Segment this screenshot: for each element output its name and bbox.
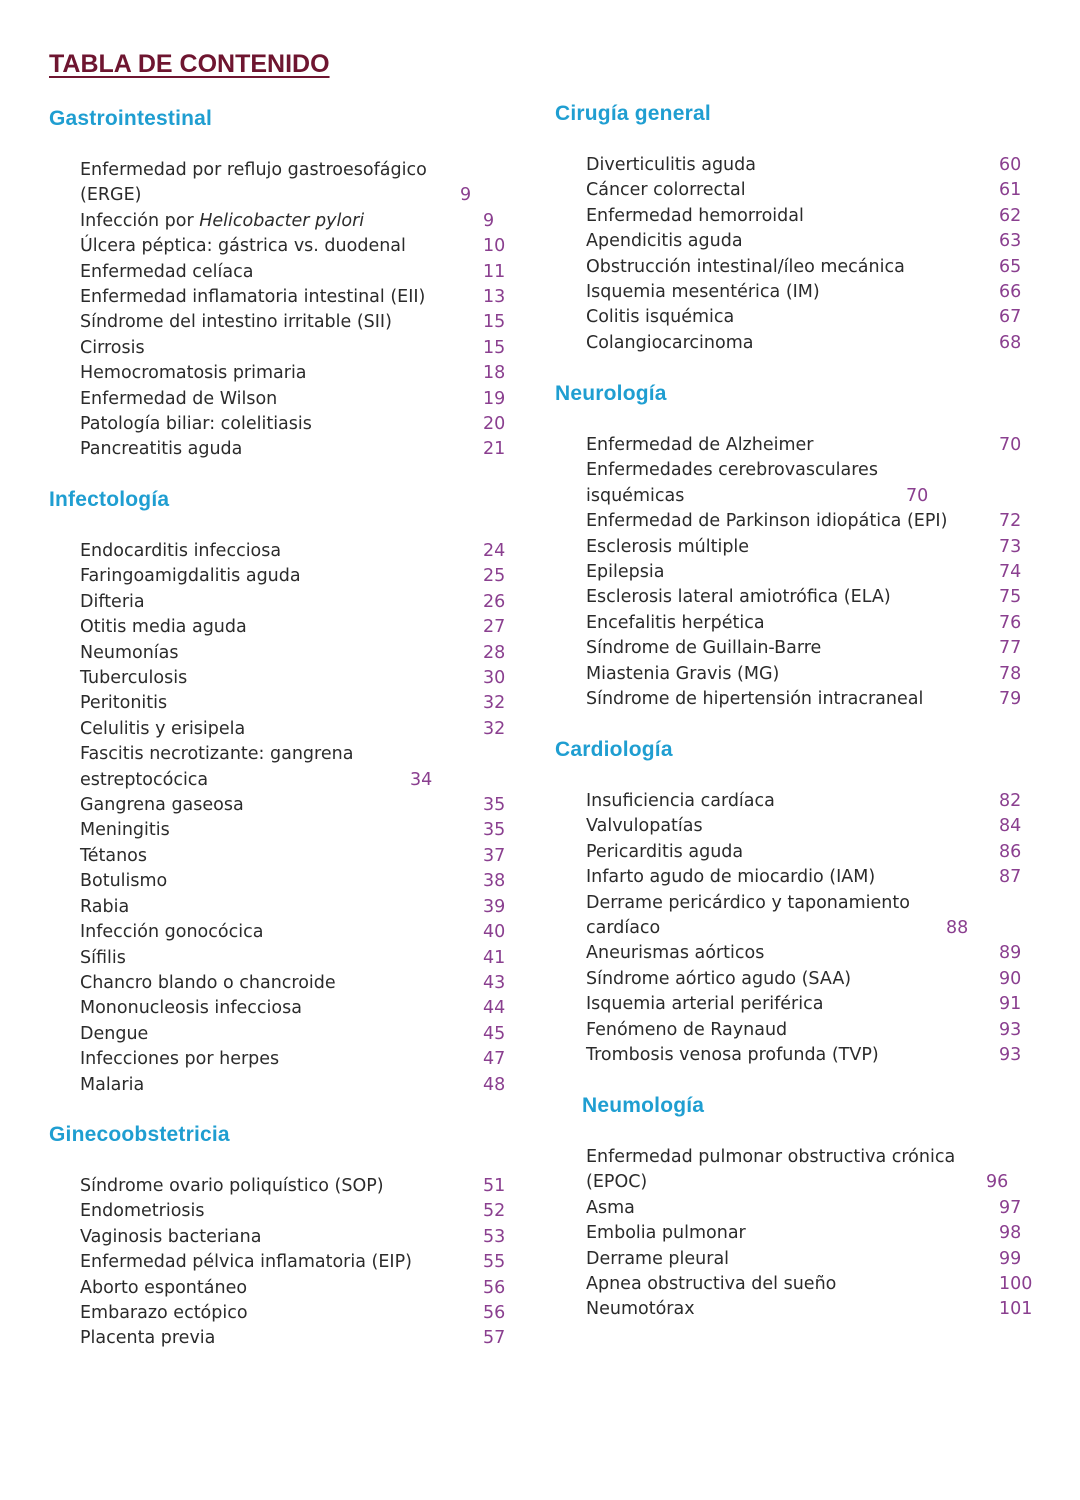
entry-title: Malaria (80, 1074, 145, 1095)
entry-page: 61 (999, 180, 1022, 201)
toc-entry[interactable] (80, 539, 519, 564)
toc-entry[interactable] (80, 564, 519, 589)
entry-title: Infarto agudo de miocardio (IAM) (586, 867, 876, 888)
entry-title: Endometriosis (80, 1201, 205, 1222)
toc-entry[interactable] (80, 1250, 519, 1275)
toc-entry[interactable] (586, 1018, 1035, 1043)
entry-page: 57 (483, 1328, 506, 1349)
toc-entry[interactable] (80, 590, 519, 615)
section-title: Cirugía general (555, 102, 711, 125)
entry-page: 87 (999, 867, 1022, 888)
toc-entry[interactable] (80, 1225, 519, 1250)
entry-title: Fascitis necrotizante: gangrena estreptocócica (80, 744, 354, 790)
entry-page: 65 (999, 256, 1022, 277)
toc-entry[interactable] (586, 153, 1035, 178)
toc-entry[interactable] (586, 687, 1035, 712)
entry-page: 72 (999, 511, 1022, 532)
entry-title: Enfermedad de Wilson (80, 388, 278, 409)
section-title: Ginecoobstetricia (49, 1123, 230, 1146)
toc-entry[interactable] (80, 361, 519, 386)
toc-entry[interactable] (80, 920, 519, 945)
entry-page: 9 (460, 185, 472, 206)
entry-page: 73 (999, 536, 1022, 557)
entry-title: Neumotórax (586, 1299, 695, 1320)
toc-entry[interactable] (586, 992, 1035, 1017)
entry-page: 51 (483, 1176, 506, 1196)
entry-page: 78 (999, 663, 1022, 684)
entry-title: Difteria (80, 591, 145, 612)
entry-title: Isquemia arterial periférica (586, 994, 824, 1015)
toc-entry[interactable] (586, 967, 1035, 992)
entry-page: 56 (483, 1277, 506, 1298)
entry-title: Asma (586, 1197, 635, 1218)
entry-list (586, 789, 1035, 1068)
entry-page: 32 (483, 693, 506, 714)
toc-entry[interactable] (586, 1297, 1035, 1322)
entry-page: 66 (999, 282, 1022, 303)
entry-title: Sífilis (80, 947, 126, 968)
entry-page: 40 (483, 922, 506, 943)
entry-page: 20 (483, 414, 506, 435)
entry-title: Úlcera péptica: gástrica vs. duodenal (80, 236, 406, 257)
entry-title: Patología biliar: colelitiasis (80, 414, 312, 435)
entry-page: 98 (999, 1223, 1022, 1244)
toc-entry[interactable] (80, 946, 519, 971)
entry-page: 56 (483, 1303, 506, 1324)
toc-entry[interactable] (80, 310, 519, 335)
entry-title: Síndrome de Guillain-Barre (586, 638, 822, 659)
toc-entry[interactable] (80, 1073, 519, 1098)
entry-title: Faringoamigdalitis aguda (80, 566, 301, 587)
toc-entry[interactable] (586, 789, 1035, 814)
entry-page: 82 (999, 791, 1022, 811)
entry-page: 86 (999, 841, 1022, 862)
entry-page: 99 (999, 1248, 1022, 1269)
entry-page: 88 (946, 918, 969, 939)
section-cirugia-general (555, 101, 1035, 353)
entry-title: Síndrome de hipertensión intracraneal (586, 689, 924, 710)
entry-page: 30 (483, 668, 506, 689)
toc-entry[interactable] (586, 662, 1035, 687)
toc-entry[interactable] (586, 305, 1035, 330)
entry-title: Otitis media aguda (80, 617, 247, 638)
entry-title: Valvulopatías (586, 816, 703, 837)
section-title: Infectología (49, 488, 170, 511)
toc-entry[interactable] (80, 387, 519, 412)
entry-title: Placenta previa (80, 1328, 216, 1349)
entry-title: Aborto espontáneo (80, 1277, 248, 1298)
toc-entry[interactable] (80, 691, 519, 716)
entry-page: 60 (999, 155, 1022, 175)
entry-page: 97 (999, 1197, 1022, 1218)
entry-title: Enfermedad hemorroidal (586, 205, 804, 226)
entry-title: Síndrome aórtico agudo (SAA) (586, 968, 852, 989)
entry-page: 34 (410, 769, 433, 790)
toc-entry[interactable] (586, 585, 1035, 610)
entry-title: Síndrome del intestino irritable (SII) (80, 312, 392, 333)
toc-entry[interactable] (586, 280, 1035, 305)
toc-entry[interactable] (586, 1196, 1035, 1221)
toc-entry[interactable] (586, 1145, 1035, 1196)
toc-entry[interactable] (586, 458, 1035, 509)
entry-title: Tuberculosis (80, 668, 188, 689)
toc-entry[interactable] (80, 996, 519, 1021)
entry-page: 37 (483, 845, 506, 866)
entry-title: Gangrena gaseosa (80, 795, 244, 816)
entry-page: 18 (483, 363, 506, 384)
entry-title: Rabia (80, 896, 130, 917)
entry-page: 68 (999, 332, 1022, 353)
entry-page: 63 (999, 231, 1022, 252)
entry-page: 55 (483, 1252, 506, 1273)
entry-title: Peritonitis (80, 693, 168, 714)
toc-entry[interactable] (586, 636, 1035, 661)
entry-list (586, 433, 1035, 712)
toc-entry[interactable] (586, 229, 1035, 254)
section-title: Gastrointestinal (49, 107, 213, 130)
entry-list (80, 539, 519, 1098)
entry-page: 24 (483, 541, 506, 561)
toc-entry[interactable] (586, 560, 1035, 585)
toc-entry[interactable] (586, 433, 1035, 458)
toc-entry[interactable] (586, 814, 1035, 839)
entry-title: Enfermedad celíaca (80, 261, 254, 282)
page-title: TABLA DE CONTENIDO (49, 50, 330, 78)
entry-page: 93 (999, 1019, 1022, 1040)
entry-page: 67 (999, 307, 1022, 328)
entry-page: 96 (986, 1172, 1009, 1193)
entry-page: 19 (483, 388, 506, 409)
entry-list (586, 1145, 1035, 1323)
entry-page: 48 (483, 1074, 506, 1095)
toc-entry[interactable] (586, 178, 1035, 203)
toc-entry[interactable] (80, 844, 519, 869)
toc-entry[interactable] (80, 895, 519, 920)
entry-page: 43 (483, 972, 506, 993)
entry-title: Apendicitis aguda (586, 231, 743, 252)
section-title: Neurología (555, 382, 667, 405)
entry-page: 76 (999, 612, 1022, 633)
toc-entry[interactable] (80, 412, 519, 437)
entry-page: 15 (483, 312, 506, 333)
entry-title: Cáncer colorrectal (586, 180, 746, 201)
toc-entry[interactable] (80, 1047, 519, 1072)
entry-title: Infección gonocócica (80, 922, 264, 943)
toc-entry[interactable] (586, 255, 1035, 280)
entry-page: 39 (483, 896, 506, 917)
entry-page: 84 (999, 816, 1022, 837)
toc-entry[interactable] (586, 891, 1035, 942)
entry-title: Trombosis venosa profunda (TVP) (586, 1045, 879, 1066)
entry-page: 52 (483, 1201, 506, 1222)
entry-title: Hemocromatosis primaria (80, 363, 307, 384)
toc-entry[interactable] (586, 1247, 1035, 1272)
entry-page: 45 (483, 1023, 506, 1044)
section-neurologia (555, 381, 1035, 710)
entry-title: Fenómeno de Raynaud (586, 1019, 788, 1040)
toc-entry[interactable] (586, 941, 1035, 966)
entry-page: 74 (999, 562, 1022, 583)
toc-entry[interactable] (80, 793, 519, 818)
toc-entry[interactable] (80, 1301, 519, 1326)
entry-page: 77 (999, 638, 1022, 659)
entry-page: 10 (483, 236, 506, 257)
toc-entry[interactable] (80, 641, 519, 666)
entry-title: Vaginosis bacteriana (80, 1226, 262, 1247)
entry-page: 62 (999, 205, 1022, 226)
entry-title: Insuficiencia cardíaca (586, 791, 775, 811)
toc-entry[interactable] (80, 209, 519, 234)
toc-entry[interactable] (80, 1326, 519, 1351)
entry-page: 27 (483, 617, 506, 638)
toc-entry[interactable] (586, 331, 1035, 356)
toc-entry[interactable] (80, 1174, 519, 1199)
entry-page: 32 (483, 718, 506, 739)
entry-title: Derrame pericárdico y taponamiento cardíaco (586, 892, 910, 939)
entry-title: Epilepsia (586, 562, 665, 583)
section-infectologia (49, 487, 519, 1095)
toc-entry[interactable] (80, 336, 519, 361)
toc-entry[interactable] (80, 1199, 519, 1224)
entry-title: Dengue (80, 1023, 149, 1044)
entry-page: 25 (483, 566, 506, 587)
entry-title: Enfermedad inflamatoria intestinal (EII) (80, 287, 426, 308)
entry-title: Enfermedad de Alzheimer (586, 435, 814, 455)
entry-title: Celulitis y erisipela (80, 718, 246, 739)
toc-entry[interactable] (586, 1221, 1035, 1246)
section-title: Neumología (582, 1094, 705, 1117)
entry-page: 89 (999, 943, 1022, 964)
entry-list (80, 158, 519, 463)
entry-page: 11 (483, 261, 506, 282)
entry-page: 93 (999, 1045, 1022, 1066)
entry-title: Síndrome ovario poliquístico (SOP) (80, 1176, 384, 1196)
section-neumologia (555, 1093, 1035, 1320)
entry-title: Botulismo (80, 871, 168, 892)
toc-entry[interactable] (80, 1276, 519, 1301)
entry-page: 100 (999, 1274, 1033, 1295)
entry-page: 26 (483, 591, 506, 612)
entry-title: Encefalitis herpética (586, 612, 765, 633)
toc-entry[interactable] (80, 1022, 519, 1047)
entry-title: Tétanos (80, 845, 147, 866)
entry-list (586, 153, 1035, 356)
toc-entry[interactable] (80, 234, 519, 259)
entry-page: 70 (906, 485, 929, 506)
toc-entry[interactable] (586, 611, 1035, 636)
entry-title: Colitis isquémica (586, 307, 735, 328)
entry-page: 28 (483, 642, 506, 663)
toc-entry[interactable] (80, 260, 519, 285)
entry-title: Infecciones por herpes (80, 1049, 280, 1070)
toc-entry[interactable] (80, 158, 519, 209)
toc-entry[interactable] (80, 615, 519, 640)
entry-list (80, 1174, 519, 1352)
entry-title: Chancro blando o chancroide (80, 972, 336, 993)
toc-entry[interactable] (586, 1043, 1035, 1068)
entry-title: Colangiocarcinoma (586, 332, 754, 353)
toc-entry[interactable] (80, 666, 519, 691)
entry-title: Endocarditis infecciosa (80, 541, 282, 561)
entry-title: Derrame pleural (586, 1248, 730, 1269)
entry-title: Embolia pulmonar (586, 1223, 746, 1244)
toc-entry[interactable] (80, 818, 519, 843)
entry-title: Enfermedad por reflujo gastroesofágico (ERGE) (80, 160, 427, 206)
entry-title: Miastenia Gravis (MG) (586, 663, 780, 684)
entry-title: Mononucleosis infecciosa (80, 998, 302, 1019)
entry-title: Infección por Helicobacter pylori (80, 210, 365, 231)
entry-title: Diverticulitis aguda (586, 155, 756, 175)
entry-page: 41 (483, 947, 506, 968)
entry-page: 70 (999, 435, 1022, 455)
toc-entry[interactable] (586, 865, 1035, 890)
entry-title: Isquemia mesentérica (IM) (586, 282, 820, 303)
entry-page: 38 (483, 871, 506, 892)
entry-title: Cirrosis (80, 337, 145, 358)
entry-title: Apnea obstructiva del sueño (586, 1274, 837, 1295)
entry-title: Meningitis (80, 820, 170, 841)
entry-page: 53 (483, 1226, 506, 1247)
toc-entry[interactable] (586, 535, 1035, 560)
toc-entry[interactable] (586, 1272, 1035, 1297)
entry-page: 35 (483, 795, 506, 816)
section-title: Cardiología (555, 738, 673, 761)
entry-title: Esclerosis lateral amiotrófica (ELA) (586, 587, 891, 608)
entry-title: Aneurismas aórticos (586, 943, 765, 964)
toc-entry[interactable] (80, 717, 519, 742)
entry-page: 13 (483, 287, 506, 308)
section-gastrointestinal (49, 106, 519, 460)
entry-page: 21 (483, 439, 506, 460)
entry-title: Neumonías (80, 642, 179, 663)
entry-title: Pancreatitis aguda (80, 439, 243, 460)
toc-entry[interactable] (80, 742, 519, 793)
entry-title: Pericarditis aguda (586, 841, 744, 862)
entry-page: 90 (999, 968, 1022, 989)
entry-page: 47 (483, 1049, 506, 1070)
toc-entry[interactable] (586, 204, 1035, 229)
section-cardiologia (555, 737, 1035, 1066)
entry-title: Obstrucción intestinal/íleo mecánica (586, 256, 905, 277)
entry-page: 44 (483, 998, 506, 1019)
toc-entry[interactable] (586, 840, 1035, 865)
entry-page: 35 (483, 820, 506, 841)
entry-title: Enfermedad pulmonar obstructiva crónica (EPOC) (586, 1147, 956, 1193)
entry-page: 91 (999, 994, 1022, 1015)
entry-page: 75 (999, 587, 1022, 608)
entry-page: 79 (999, 689, 1022, 710)
entry-title: Embarazo ectópico (80, 1303, 248, 1324)
entry-title: Enfermedad de Parkinson idiopática (EPI) (586, 511, 948, 532)
entry-page: 15 (483, 337, 506, 358)
toc-entry[interactable] (80, 437, 519, 462)
section-ginecoobstetricia (49, 1122, 519, 1349)
toc-entry[interactable] (586, 509, 1035, 534)
entry-title: Esclerosis múltiple (586, 536, 750, 557)
entry-page: 101 (999, 1299, 1033, 1320)
toc-entry[interactable] (80, 869, 519, 894)
entry-title: Enfermedades cerebrovasculares isquémicas (586, 460, 878, 506)
toc-entry[interactable] (80, 971, 519, 996)
entry-title: Enfermedad pélvica inflamatoria (EIP) (80, 1252, 412, 1273)
toc-entry[interactable] (80, 285, 519, 310)
entry-page: 9 (483, 210, 495, 231)
